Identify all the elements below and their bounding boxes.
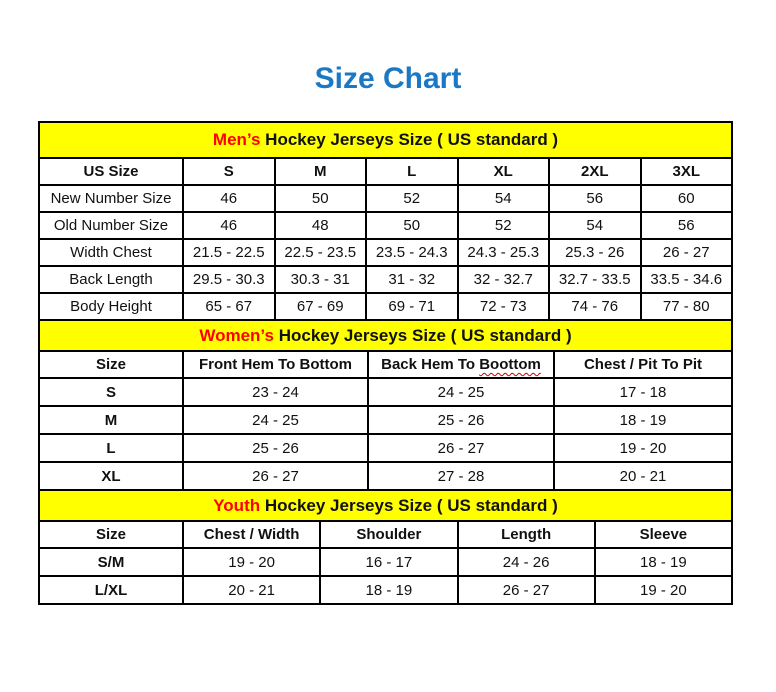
- womens-row-s: [39, 378, 732, 406]
- cell: 24 - 25: [368, 378, 554, 406]
- mens-row-old-number-size: [39, 212, 732, 239]
- row-label: S/M: [39, 548, 183, 576]
- cell: 18 - 19: [554, 406, 732, 434]
- mens-size-table: [38, 121, 733, 321]
- cell: 20 - 21: [183, 576, 320, 604]
- cell: 54: [458, 185, 550, 212]
- cell: 19 - 20: [183, 548, 320, 576]
- cell: 77 - 80: [641, 293, 733, 320]
- cell: 33.5 - 34.6: [641, 266, 733, 293]
- mens-row-body-height: [39, 293, 732, 320]
- row-label: XL: [39, 462, 183, 490]
- cell: 69 - 71: [366, 293, 458, 320]
- cell: 56: [641, 212, 733, 239]
- womens-col-chest: Chest / Pit To Pit: [554, 351, 732, 378]
- cell: 22.5 - 23.5: [275, 239, 367, 266]
- cell: 23.5 - 24.3: [366, 239, 458, 266]
- mens-row-new-number-size: [39, 185, 732, 212]
- cell: 46: [183, 185, 275, 212]
- row-label: Back Length: [39, 266, 183, 293]
- youth-row-lxl: [39, 576, 732, 604]
- cell: 32.7 - 33.5: [549, 266, 641, 293]
- youth-col-size: Size: [39, 521, 183, 548]
- womens-row-l: [39, 434, 732, 462]
- row-label: L/XL: [39, 576, 183, 604]
- cell: 21.5 - 22.5: [183, 239, 275, 266]
- row-label: Old Number Size: [39, 212, 183, 239]
- youth-col-chest-width: Chest / Width: [183, 521, 320, 548]
- mens-col-xl: XL: [458, 158, 550, 185]
- cell: 25 - 26: [183, 434, 368, 462]
- cell: 19 - 20: [554, 434, 732, 462]
- cell: 72 - 73: [458, 293, 550, 320]
- cell: 74 - 76: [549, 293, 641, 320]
- cell: 48: [275, 212, 367, 239]
- womens-row-xl: [39, 462, 732, 490]
- youth-title-rest: Hockey Jerseys Size ( US standard ): [260, 495, 558, 515]
- youth-col-sleeve: Sleeve: [595, 521, 732, 548]
- womens-title-highlight: Women’s: [199, 325, 274, 345]
- row-label: L: [39, 434, 183, 462]
- mens-table-title: [39, 122, 732, 158]
- mens-header-row: [39, 158, 732, 185]
- cell: 24.3 - 25.3: [458, 239, 550, 266]
- cell: 30.3 - 31: [275, 266, 367, 293]
- back-hem-misspelled-word: Boottom: [479, 356, 541, 373]
- mens-title-highlight: Men’s: [212, 130, 261, 149]
- page-title: Size Chart: [314, 62, 462, 95]
- mens-col-m: M: [275, 158, 367, 185]
- cell: 23 - 24: [183, 378, 368, 406]
- mens-col-l: L: [366, 158, 458, 185]
- mens-table-title-band: [39, 122, 732, 158]
- row-label: S: [39, 378, 183, 406]
- womens-header-row: [39, 351, 732, 378]
- mens-col-3xl: 3XL: [641, 158, 733, 185]
- womens-col-back-hem: [368, 351, 554, 378]
- cell: 56: [549, 185, 641, 212]
- womens-col-front-hem: Front Hem To Bottom: [183, 351, 368, 378]
- cell: 26 - 27: [641, 239, 733, 266]
- row-label: Body Height: [39, 293, 183, 320]
- cell: 29.5 - 30.3: [183, 266, 275, 293]
- cell: 50: [275, 185, 367, 212]
- cell: 46: [183, 212, 275, 239]
- row-label: M: [39, 406, 183, 434]
- mens-row-back-length: [39, 266, 732, 293]
- cell: 20 - 21: [554, 462, 732, 490]
- womens-size-table: [38, 319, 733, 491]
- mens-col-s: S: [183, 158, 275, 185]
- cell: 26 - 27: [183, 462, 368, 490]
- cell: 25 - 26: [368, 406, 554, 434]
- youth-title-highlight: Youth: [213, 495, 261, 515]
- cell: 52: [458, 212, 550, 239]
- cell: 60: [641, 185, 733, 212]
- womens-row-m: [39, 406, 732, 434]
- cell: 26 - 27: [368, 434, 554, 462]
- youth-col-length: Length: [458, 521, 595, 548]
- cell: 52: [366, 185, 458, 212]
- youth-table-title: [39, 490, 732, 521]
- row-label: New Number Size: [39, 185, 183, 212]
- cell: 32 - 32.7: [458, 266, 550, 293]
- cell: 18 - 19: [595, 548, 732, 576]
- cell: 27 - 28: [368, 462, 554, 490]
- mens-col-2xl: 2XL: [549, 158, 641, 185]
- youth-table-title-band: [39, 490, 732, 521]
- size-chart: [38, 121, 733, 605]
- cell: 26 - 27: [458, 576, 595, 604]
- cell: 31 - 32: [366, 266, 458, 293]
- womens-col-size: Size: [39, 351, 183, 378]
- youth-row-sm: [39, 548, 732, 576]
- cell: 24 - 25: [183, 406, 368, 434]
- cell: 19 - 20: [595, 576, 732, 604]
- back-hem-prefix: Back Hem To: [381, 356, 476, 373]
- mens-row-width-chest: [39, 239, 732, 266]
- mens-title-rest: Hockey Jerseys Size ( US standard ): [260, 130, 559, 149]
- cell: 67 - 69: [275, 293, 367, 320]
- youth-size-table: [38, 489, 733, 605]
- womens-title-rest: Hockey Jerseys Size ( US standard ): [273, 325, 572, 345]
- youth-header-row: [39, 521, 732, 548]
- mens-col-us-size: US Size: [39, 158, 183, 185]
- youth-col-shoulder: Shoulder: [320, 521, 457, 548]
- cell: 54: [549, 212, 641, 239]
- cell: 16 - 17: [320, 548, 457, 576]
- row-label: Width Chest: [39, 239, 183, 266]
- cell: 50: [366, 212, 458, 239]
- cell: 24 - 26: [458, 548, 595, 576]
- cell: 25.3 - 26: [549, 239, 641, 266]
- cell: 18 - 19: [320, 576, 457, 604]
- cell: 65 - 67: [183, 293, 275, 320]
- cell: 17 - 18: [554, 378, 732, 406]
- womens-table-title: [39, 320, 732, 351]
- womens-table-title-band: [39, 320, 732, 351]
